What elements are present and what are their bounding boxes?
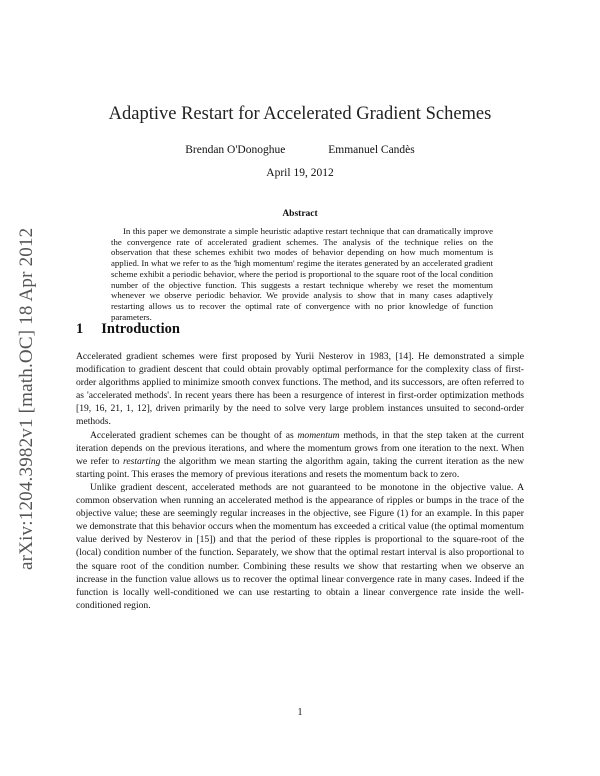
section-number: 1	[76, 321, 84, 337]
paragraph-text: Accelerated gradient schemes can be thought of as	[90, 429, 298, 441]
page-number: 1	[297, 707, 303, 718]
body-paragraph	[76, 481, 524, 612]
publication-date: April 19, 2012	[266, 167, 334, 179]
paragraph-text: methods, in that the step taken at the current iteration depends on the previous iterations, and where the momentum grows from one iteration to the next. When we refer to	[76, 429, 524, 467]
section-heading	[76, 321, 180, 338]
abstract-text: In this paper we demonstrate a simple heuristic adaptive restart technique that can dramatically improve the convergence rate of accelerated gradient schemes. The analysis of the technique relies on the observation that these schemes exhibit two modes of behavior depending on how much momentum is applied. In what we refer to as the 'high momentum' regime the iterates generated by an accelerated gradient scheme exhibit a periodic behavior, where the period is proportional to the square root of the local condition number of the objective function. This suggests a restart technique whereby we reset the momentum whenever we observe periodic behavior. We provide analysis to show that in many cases adaptively restarting allows us to recover the optimal rate of convergence with no prior knowledge of function parameters.	[111, 226, 493, 322]
abstract-heading: Abstract	[282, 209, 318, 219]
section-title: Introduction	[101, 321, 180, 337]
body-paragraph	[76, 429, 524, 481]
arxiv-identifier-stamp: arXiv:1204.3982v1 [math.OC] 18 Apr 2012	[16, 227, 37, 570]
section-body	[76, 350, 524, 612]
author-name: Emmanuel Candès	[328, 144, 415, 156]
paragraph-text: Accelerated gradient schemes were first proposed by Yurii Nesterov in 1983, [14]. He demonstrated a simple modification to gradient descent that could obtain provably optimal performance for the complexity class of first-order algorithms applied to minimize smooth convex functions. The method, and its successors, are often referred to as 'accelerated methods'. In recent years there has been a resurgence of interest in first-order optimization methods [19, 16, 21, 1, 12], driven primarily by the need to solve very large problem instances unsuited to second-order methods.	[76, 351, 524, 428]
author-name: Brendan O'Donoghue	[185, 144, 286, 156]
emphasized-text: momentum	[297, 429, 340, 441]
paper-title: Adaptive Restart for Accelerated Gradient Schemes	[108, 104, 492, 124]
body-paragraph	[76, 350, 524, 429]
author-list	[0, 144, 600, 156]
emphasized-text: restarting	[122, 455, 161, 467]
paragraph-text: Unlike gradient descent, accelerated methods are not guaranteed to be monotone in the objective value. A common observation when running an accelerated method is the appearance of ripples or bumps in the trace of the objective value; these are seemingly regular increases in the objective, see Figure (1) for an example. In this paper we demonstrate that this behavior occurs when the momentum has exceeded a critical value (the optimal momentum value derived by Nesterov in [15]) and that the period of these ripples is proportional to the square-root of the (local) condition number of the function. Separately, we show that the optimal restart interval is also proportional to the square root of the condition number. Combining these results we show that restarting when we observe an increase in the function value allows us to recover the optimal linear convergence rate in many cases. Indeed if the function is locally well-conditioned we can use restarting to obtain a linear convergence rate inside the well-conditioned region.	[76, 481, 524, 611]
paragraph-text: the algorithm we mean starting the algorithm again, taking the current iteration as the new starting point. This erases the memory of previous iterations and resets the momentum back to zero.	[76, 455, 524, 480]
